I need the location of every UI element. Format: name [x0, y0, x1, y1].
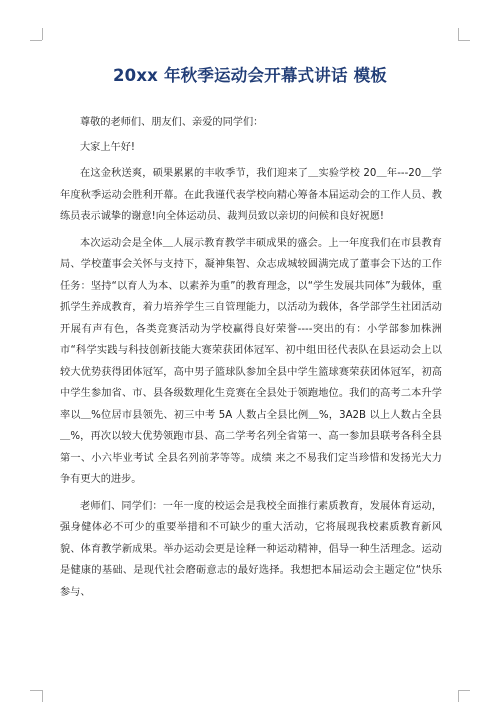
crop-mark-bottom-right-h: [458, 690, 470, 691]
salutation-line: 大家上午好!: [80, 141, 136, 153]
crop-mark-bottom-left-h: [30, 690, 42, 691]
crop-mark-bottom-left-v: [42, 690, 43, 702]
crop-mark-top-left-h: [30, 40, 42, 41]
document-title: 20xx 年秋季运动会开幕式讲话 模板: [112, 66, 388, 85]
crop-mark-bottom-right-v: [458, 690, 459, 702]
document-body: [60, 112, 442, 608]
crop-mark-top-right-v: [458, 28, 459, 40]
paragraph-achievements: 本次运动会是全体＿人展示教育教学丰硕成果的盛会。上一年度我们在市县教育局、学校董事会关怀与支持下，凝神集智、众志成城较圆满完成了董事会下达的工作任务：坚持“以育人为本、以素养为重”的教育理念，以“学生发展共同体”为载体，重抓学生养成教育，着力培养学生三自管理能力，以活动为载体，各学部学生社团活动开展有声有色，各类竞赛活动为学校赢得良好荣誉----突出的有：小学部参加株洲市“科学实践与科技创新技能大赛荣获团体冠军、初中组田径代表队在县运动会上以较大优势获得团体冠军，高中男子篮球队参加全县中学生篮球赛荣获团体冠军，初高中学生参加省、市、县各级数理化生竞赛在全县处于领跑地位。我们的高考二本升学率以＿%位居市县领先、初三中考 5A 人数占全县比例＿%，3A2B 以上人数占全县＿%，再次以较大优势领跑市县、高二学考名列全省第一、高一参加县联考各科全县第一、小六毕业考试 全县名列前茅等等。成绩 来之不易我们定当珍惜和发扬光大力争有更大的进步。: [60, 237, 442, 485]
crop-mark-top-right-h: [458, 40, 470, 41]
greeting-line: 尊敬的老师们、朋友们、亲爱的同学们：: [80, 117, 264, 128]
crop-mark-top-left-v: [42, 28, 43, 40]
paragraph-sports-meaning: 老师们、同学们：一年一度的校运会是我校全面推行素质教育，发展体育运动，强身健体必不可少的重要举措和不可缺少的重大活动，它将展现我校素质教育新风貌、体育教学新成果。举办运动会更是诠释一种运动精神，倡导一种生活理念。运动是健康的基础、是现代社会磨砺意志的最好选择。我想把本届运动会主题定位“快乐参与、: [60, 500, 442, 598]
paragraph-opening: 在这金秋送爽，硕果累累的丰收季节，我们迎来了＿实验学校 20＿年---20＿学年度秋季运动会胜利开幕。在此我谨代表学校向精心筹备本届运动会的工作人员、教练员表示诚挚的谢意!向全体运动员、裁判员致以亲切的问候和良好祝愿!: [60, 168, 442, 222]
